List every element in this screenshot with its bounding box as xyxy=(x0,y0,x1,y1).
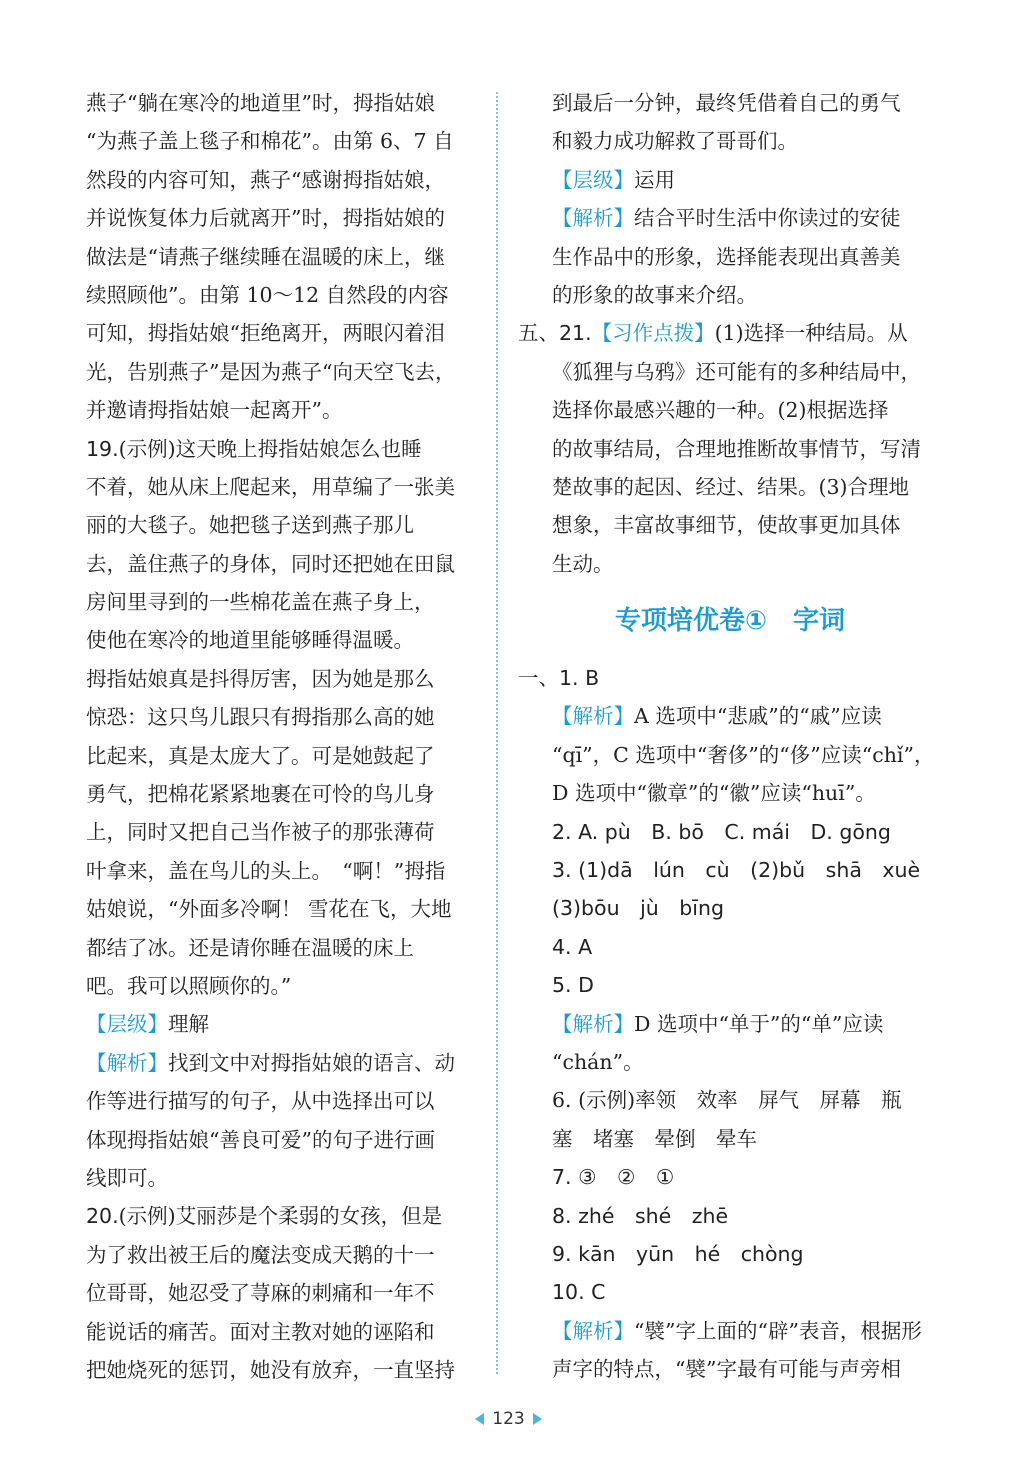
text-line: 然段的内容可知，燕子“感谢拇指姑娘， xyxy=(86,167,445,192)
analysis-tag: 【解析】 xyxy=(552,704,634,729)
text-line: 线即可。 xyxy=(86,1165,168,1190)
level-value: 理解 xyxy=(168,1012,209,1037)
text-line: 丽的大毯子。她把毯子送到燕子那儿 xyxy=(86,513,414,538)
text-line: 和毅力成功解救了哥哥们。 xyxy=(552,129,798,154)
answer-line: 7. ③ ② ① xyxy=(552,1165,675,1190)
answer-text: (示例)艾丽莎是个柔弱的女孩，但是 xyxy=(118,1204,443,1229)
text-line: 拇指姑娘真是抖得厉害，因为她是那么 xyxy=(86,666,435,691)
question-number: 五、21. xyxy=(518,321,592,346)
text-line: 燕子“躺在寒冷的地道里”时，拇指姑娘 xyxy=(86,91,435,115)
text-line: 体现拇指姑娘“善良可爱”的句子进行画 xyxy=(86,1127,435,1152)
triangle-left-icon xyxy=(475,1413,484,1425)
answer-line: 2. A. pù B. bō C. mái D. gōng xyxy=(552,819,891,844)
text-line: 楚故事的起因、经过、结果。(3)合理地 xyxy=(552,474,910,499)
text-line: 可知，拇指姑娘“拒绝离开，两眼闪着泪 xyxy=(86,321,445,346)
text-line: 姑娘说，“外面多冷啊！ 雪花在飞，大地 xyxy=(86,897,452,922)
text-line: 把她烧死的惩罚，她没有放弃，一直坚持 xyxy=(86,1357,455,1382)
text-line: 位哥哥，她忍受了荨麻的刺痛和一年不 xyxy=(86,1281,435,1306)
page-number: 123 xyxy=(492,1409,525,1429)
text-line: 并邀请拇指姑娘一起离开”。 xyxy=(86,398,343,423)
answer-line: (3)bōu jù bīng xyxy=(552,896,724,921)
level-row xyxy=(86,1005,478,1043)
right-column xyxy=(518,84,942,1389)
text-line: 比起来，真是太庞大了。可是她鼓起了 xyxy=(86,743,435,768)
text-line: 并说恢复体力后就离开”时，拇指姑娘的 xyxy=(86,206,445,231)
text-line: “为燕子盖上毯子和棉花”。由第 6、7 自 xyxy=(86,129,454,154)
text-line: 为了救出被王后的魔法变成天鹅的十一 xyxy=(86,1242,435,1267)
writing-tip-tag: 【习作点拨】 xyxy=(591,321,715,346)
analysis-text: 找到文中对拇指姑娘的语言、动 xyxy=(168,1050,455,1075)
text-line: 使他在寒冷的地道里能够睡得温暖。 xyxy=(86,628,414,653)
text-line: D 选项中“徽章”的“徽”应读“huī”。 xyxy=(552,781,876,806)
level-value: 运用 xyxy=(634,167,675,192)
analysis-text: “襞”字上面的“辟”表音，根据形 xyxy=(634,1318,922,1343)
analysis-text: D 选项中“单于”的“单”应读 xyxy=(634,1011,884,1036)
text-line: 上，同时又把自己当作被子的那张薄荷 xyxy=(86,820,435,845)
answer-line: 9. kān yūn hé chòng xyxy=(552,1241,804,1266)
column-divider xyxy=(496,92,498,1374)
text-line: 声字的特点，“襞”字最有可能与声旁相 xyxy=(552,1357,901,1382)
section-title: 专项培优卷① 字词 xyxy=(614,606,845,637)
question-number: 19. xyxy=(86,436,119,461)
text-line: “chán”。 xyxy=(552,1049,644,1074)
answer-line: 一、1. B xyxy=(518,666,600,691)
analysis-row xyxy=(518,199,942,237)
answer-text: (1)选择一种结局。从 xyxy=(714,321,908,346)
left-column xyxy=(86,84,478,1389)
text-line: 生作品中的形象，选择能表现出真善美 xyxy=(552,244,901,269)
text-line: 生动。 xyxy=(552,551,614,576)
text-line: 叶拿来，盖在鸟儿的头上。 “啊！”拇指 xyxy=(86,858,446,883)
analysis-tag: 【解析】 xyxy=(86,1050,168,1075)
text-line: 勇气，把棉花紧紧地裹在可怜的鸟儿身 xyxy=(86,782,435,807)
analysis-row xyxy=(86,1044,478,1082)
text-line: “qī”，C 选项中“奢侈”的“侈”应读“chǐ”， xyxy=(552,742,935,767)
analysis-tag: 【解析】 xyxy=(552,206,634,231)
answer-line: 3. (1)dā lún cù (2)bǔ shā xuè xyxy=(552,858,921,883)
page-footer xyxy=(0,1409,1017,1429)
text-line: 房间里寻到的一些棉花盖在燕子身上， xyxy=(86,590,435,615)
text-line: 不着，她从床上爬起来，用草编了一张美 xyxy=(86,474,455,499)
analysis-tag: 【解析】 xyxy=(552,1318,634,1343)
text-line: 续照顾他”。由第 10～12 自然段的内容 xyxy=(86,282,449,307)
text-line: 吧。我可以照顾你的。” xyxy=(86,973,292,998)
triangle-right-icon xyxy=(533,1413,542,1425)
analysis-row xyxy=(518,1312,942,1350)
answer-line: 4. A xyxy=(552,934,593,959)
text-line: 光，告别燕子”是因为燕子“向天空飞去， xyxy=(86,359,456,384)
analysis-text: 结合平时生活中你读过的安徒 xyxy=(634,206,901,231)
text-line: 选择你最感兴趣的一种。(2)根据选择 xyxy=(552,398,889,423)
answer-line: 8. zhé shé zhē xyxy=(552,1203,729,1228)
analysis-tag: 【解析】 xyxy=(552,1011,634,1036)
text-line: 作等进行描写的句子，从中选择出可以 xyxy=(86,1089,435,1114)
text-line: 做法是“请燕子继续睡在温暖的床上，继 xyxy=(86,244,445,269)
text-line: 去，盖住燕子的身体，同时还把她在田鼠 xyxy=(86,551,455,576)
text-line: 《狐狸与乌鸦》还可能有的多种结局中， xyxy=(552,359,921,384)
level-tag: 【层级】 xyxy=(552,167,634,192)
question-21 xyxy=(518,314,942,352)
analysis-row xyxy=(518,1005,942,1043)
answer-line: 6. (示例)率领 效率 屏气 屏幕 瓶 xyxy=(552,1088,902,1113)
text-line: 塞 堵塞 晕倒 晕车 xyxy=(552,1126,757,1151)
question-number: 20. xyxy=(86,1204,119,1229)
level-tag: 【层级】 xyxy=(86,1012,168,1037)
answer-line: 10. C xyxy=(552,1280,606,1305)
level-row xyxy=(518,161,942,199)
text-line: 都结了冰。还是请你睡在温暖的床上 xyxy=(86,935,414,960)
answer-text: (示例)这天晚上拇指姑娘怎么也睡 xyxy=(118,436,422,461)
question-20 xyxy=(86,1197,478,1235)
text-line: 的形象的故事来介绍。 xyxy=(552,282,757,307)
answer-line: 5. D xyxy=(552,973,594,998)
question-19 xyxy=(86,430,478,468)
analysis-row xyxy=(518,697,942,735)
text-line: 想象，丰富故事细节，使故事更加具体 xyxy=(552,513,901,538)
text-line: 能说话的痛苦。面对主教对她的诬陷和 xyxy=(86,1319,435,1344)
text-line: 到最后一分钟，最终凭借着自己的勇气 xyxy=(552,91,901,115)
text-line: 的故事结局，合理地推断故事情节，写清 xyxy=(552,436,921,461)
text-line: 惊恐：这只鸟儿跟只有拇指那么高的她 xyxy=(86,705,435,730)
analysis-text: A 选项中“悲戚”的“戚”应读 xyxy=(634,704,882,729)
